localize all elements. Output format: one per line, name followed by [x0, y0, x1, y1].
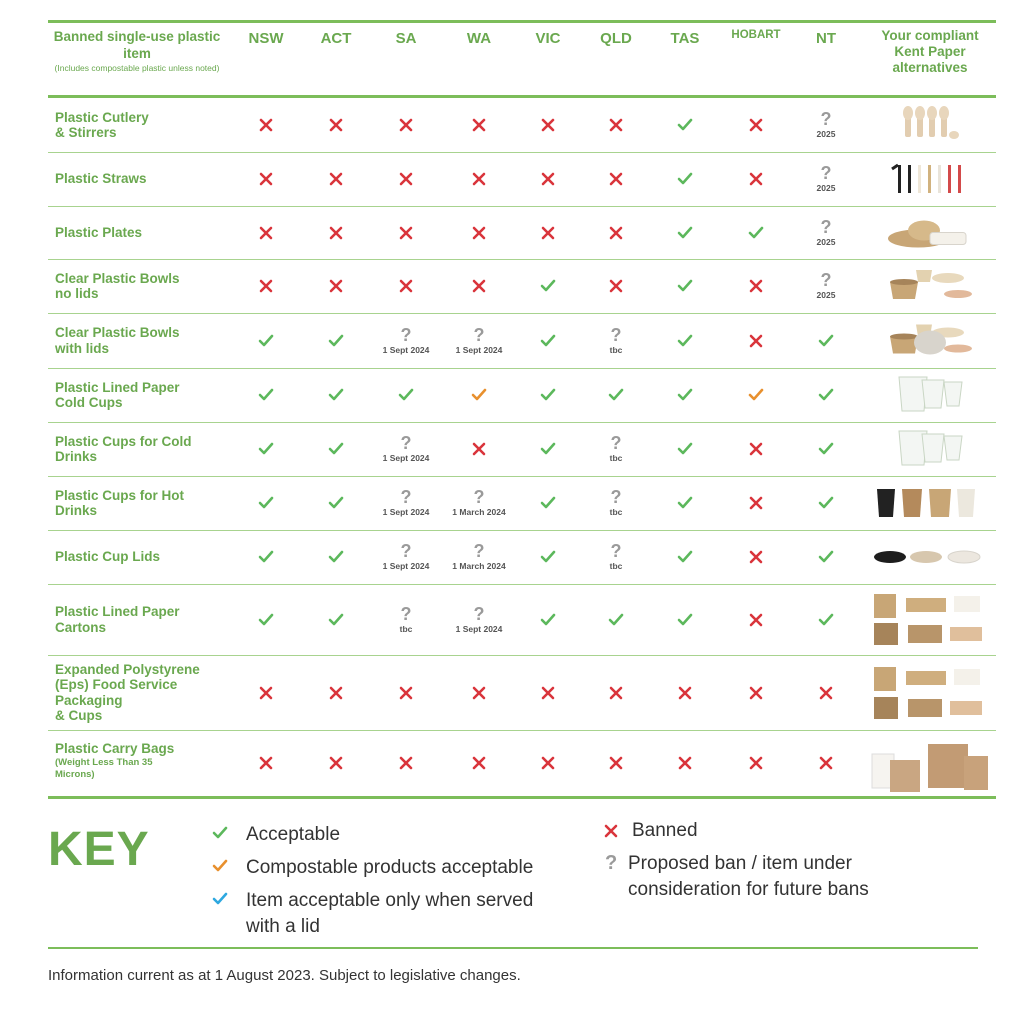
- proposed-date: 1 Sept 2024: [382, 344, 430, 355]
- banned-cross-icon: [748, 550, 764, 564]
- banned-cross-icon: [471, 226, 487, 240]
- banned-cross-icon: [540, 226, 556, 240]
- acceptable-check-icon: [328, 442, 344, 456]
- key-proposed-line2: consideration for future bans: [628, 879, 869, 900]
- banned-cross-icon: [608, 172, 624, 186]
- product-image-cold-cups: [868, 426, 992, 472]
- banned-cross-icon: [748, 172, 764, 186]
- banned-cross-icon: [608, 756, 624, 770]
- acceptable-check-icon: [818, 613, 834, 627]
- acceptable-check-icon: [540, 496, 556, 510]
- proposed-date: 1 Sept 2024: [382, 453, 430, 463]
- question-icon: ?: [820, 109, 832, 129]
- acceptable-check-icon: [540, 334, 556, 348]
- state-header-sa: SA: [395, 30, 417, 47]
- top-rule: [48, 20, 996, 23]
- banned-cross-icon: [748, 613, 764, 627]
- banned-cross-icon: [818, 686, 834, 700]
- product-image-cutlery: [868, 102, 992, 148]
- acceptable-check-icon: [258, 550, 274, 564]
- product-image-cold-cups: [868, 372, 992, 418]
- banned-cross-icon: [748, 496, 764, 510]
- acceptable-check-icon: [677, 118, 693, 132]
- compostable-check-icon: [471, 388, 487, 402]
- row-label-line: Plastic Cutlery: [55, 109, 149, 125]
- acceptable-check-icon: [818, 550, 834, 564]
- status-cell-nt: [781, 110, 871, 139]
- banned-cross-icon: [471, 442, 487, 456]
- proposed-date: tbc: [399, 623, 413, 634]
- status-cell-nt: [781, 164, 871, 193]
- banned-cross-icon: [471, 172, 487, 186]
- key-acceptable: Acceptable: [246, 824, 341, 845]
- key-lid-line2: with a lid: [246, 916, 320, 937]
- acceptable-check-icon: [677, 226, 693, 240]
- key-lid: [246, 888, 533, 940]
- banned-cross-icon: [258, 756, 274, 770]
- state-header-act: ACT: [320, 30, 352, 47]
- banned-cross-icon: [608, 118, 624, 132]
- banned-cross-icon: [471, 756, 487, 770]
- state-header-nsw: NSW: [248, 30, 284, 47]
- banned-cross-icon: [328, 279, 344, 293]
- row-label-line: Drinks: [55, 503, 98, 518]
- acceptable-check-icon: [540, 613, 556, 627]
- proposed-date: tbc: [609, 453, 623, 463]
- acceptable-check-icon: [608, 388, 624, 402]
- lid-check-icon: [212, 892, 228, 906]
- row-label-line: & Cups: [55, 708, 103, 723]
- banned-cross-icon: [540, 118, 556, 132]
- product-image-straws: [868, 156, 992, 202]
- banned-cross-icon: [748, 442, 764, 456]
- key-compostable: Compostable products acceptable: [246, 857, 534, 878]
- question-icon: ?: [473, 603, 485, 624]
- acceptable-check-icon: [328, 496, 344, 510]
- header-rule: [48, 95, 996, 98]
- status-cell-nt: [781, 613, 871, 627]
- row-label-line: Plastic Straws: [55, 171, 147, 187]
- banned-cross-icon: [398, 756, 414, 770]
- row-divider: [48, 730, 996, 731]
- row-label-note: (Weight Less Than 35 Microns): [55, 756, 153, 780]
- row-label-line: Plastic Cups for Hot: [55, 487, 185, 503]
- product-image-bowls-lids: [868, 317, 992, 364]
- key-bottom-rule: [48, 947, 978, 949]
- acceptable-check-icon: [818, 388, 834, 402]
- row-label-line: Plastic Lined Paper: [55, 379, 180, 395]
- proposed-date: 1 Sept 2024: [455, 344, 503, 355]
- question-icon: ?: [820, 216, 832, 237]
- question-icon: ?: [400, 487, 412, 507]
- banned-cross-icon: [604, 824, 618, 838]
- status-cell-nt: [781, 550, 871, 564]
- item-column-title: Banned single-use plastic item: [53, 29, 221, 61]
- banned-cross-icon: [258, 686, 274, 700]
- proposed-date: 1 Sept 2024: [382, 561, 430, 571]
- acceptable-check-icon: [258, 388, 274, 402]
- banned-cross-icon: [677, 756, 693, 770]
- state-header-wa: WA: [466, 30, 492, 47]
- acceptable-check-icon: [677, 442, 693, 456]
- acceptable-check-icon: [748, 226, 764, 240]
- question-icon: ?: [400, 324, 412, 345]
- banned-cross-icon: [748, 756, 764, 770]
- row-divider: [48, 259, 996, 260]
- banned-cross-icon: [398, 279, 414, 293]
- acceptable-check-icon: [328, 613, 344, 627]
- product-image-hot-cups: [868, 480, 992, 526]
- key-proposed: [628, 851, 869, 903]
- banned-cross-icon: [258, 172, 274, 186]
- acceptable-check-icon: [540, 442, 556, 456]
- question-icon: ?: [605, 852, 618, 874]
- item-column-note: (Includes compostable plastic unless noted): [54, 63, 220, 73]
- question-icon: ?: [473, 541, 485, 561]
- state-header-hobart: HOBART: [731, 29, 781, 41]
- row-label-line: no lids: [55, 286, 99, 301]
- row-divider: [48, 422, 996, 423]
- footer-note: Information current as at 1 August 2023. Subject to legislative changes.: [48, 967, 521, 984]
- row-label-line: & Stirrers: [55, 125, 117, 140]
- row-label-line: Plastic Plates: [55, 224, 143, 240]
- status-cell-nt: [781, 218, 871, 247]
- status-cell-nt: [781, 334, 871, 348]
- banned-cross-icon: [540, 756, 556, 770]
- state-header-nt: NT: [816, 30, 836, 47]
- row-label-line: Clear Plastic Bowls: [55, 270, 180, 286]
- banned-cross-icon: [398, 686, 414, 700]
- banned-cross-icon: [398, 172, 414, 186]
- banned-cross-icon: [608, 686, 624, 700]
- question-icon: ?: [610, 541, 622, 561]
- compostable-check-icon: [748, 388, 764, 402]
- acceptable-check-icon: [540, 550, 556, 564]
- acceptable-check-icon: [677, 496, 693, 510]
- banned-cross-icon: [748, 279, 764, 293]
- question-icon: ?: [473, 487, 485, 507]
- acceptable-check-icon: [540, 279, 556, 293]
- proposed-date: 1 Sept 2024: [455, 623, 503, 634]
- proposed-date: tbc: [609, 561, 623, 571]
- row-label-line: Plastic Lined Paper: [55, 604, 180, 619]
- item-column-header: [52, 28, 222, 74]
- acceptable-check-icon: [677, 613, 693, 627]
- row-divider: [48, 206, 996, 207]
- banned-cross-icon: [258, 118, 274, 132]
- row-label-line: Plastic Cup Lids: [55, 549, 161, 565]
- question-icon: ?: [473, 324, 485, 345]
- proposed-date: tbc: [609, 344, 623, 355]
- banned-cross-icon: [328, 172, 344, 186]
- row-label-line: Packaging: [55, 692, 123, 708]
- row-label-line: Clear Plastic Bowls: [55, 325, 180, 340]
- banned-cross-icon: [608, 226, 624, 240]
- row-label-line: Drinks: [55, 449, 98, 464]
- status-cell-nt: [781, 388, 871, 402]
- banned-cross-icon: [258, 279, 274, 293]
- status-cell-nt: [781, 442, 871, 456]
- product-image-lids: [868, 534, 992, 580]
- proposed-date: 2025: [816, 183, 836, 193]
- row-divider: [48, 368, 996, 369]
- row-label-line: Cartons: [55, 619, 107, 635]
- row-label-line: Plastic Carry Bags: [55, 741, 175, 757]
- acceptable-check-icon: [608, 613, 624, 627]
- banned-cross-icon: [328, 226, 344, 240]
- banned-cross-icon: [398, 226, 414, 240]
- row-label-line: with lids: [55, 340, 109, 356]
- row-divider: [48, 584, 996, 585]
- product-image-eps: [868, 661, 992, 725]
- row-divider: [48, 313, 996, 314]
- acceptable-check-icon: [677, 334, 693, 348]
- question-icon: ?: [820, 163, 832, 183]
- banned-cross-icon: [608, 279, 624, 293]
- banned-cross-icon: [328, 756, 344, 770]
- acceptable-check-icon: [328, 388, 344, 402]
- proposed-date: 2025: [816, 129, 836, 139]
- banned-cross-icon: [328, 686, 344, 700]
- acceptable-check-icon: [677, 279, 693, 293]
- row-label-line: Cold Cups: [55, 395, 123, 410]
- acceptable-check-icon: [818, 496, 834, 510]
- question-icon: ?: [400, 433, 412, 453]
- key-title: KEY: [48, 823, 150, 876]
- acceptable-check-icon: [818, 334, 834, 348]
- row-divider: [48, 655, 996, 656]
- row-label-line: Expanded Polystyrene: [55, 661, 200, 677]
- banned-cross-icon: [540, 686, 556, 700]
- banned-cross-icon: [748, 686, 764, 700]
- status-cell-nt: [781, 756, 871, 770]
- acceptable-check-icon: [212, 826, 228, 840]
- banned-cross-icon: [677, 686, 693, 700]
- question-icon: ?: [400, 603, 412, 624]
- proposed-date: tbc: [609, 507, 623, 517]
- banned-cross-icon: [328, 118, 344, 132]
- acceptable-check-icon: [677, 172, 693, 186]
- proposed-date: 1 March 2024: [452, 561, 506, 571]
- banned-cross-icon: [471, 279, 487, 293]
- status-cell-nt: [781, 271, 871, 300]
- row-label-line: Plastic Cups for Cold: [55, 433, 192, 449]
- banned-cross-icon: [471, 686, 487, 700]
- state-header-tas: TAS: [670, 30, 700, 47]
- key-banned: Banned: [632, 820, 698, 841]
- question-icon: ?: [400, 541, 412, 561]
- table-bottom-rule: [48, 796, 996, 799]
- banned-cross-icon: [748, 118, 764, 132]
- question-icon: ?: [820, 270, 832, 290]
- status-cell-nt: [781, 686, 871, 700]
- product-image-cartons: [868, 588, 992, 651]
- acceptable-check-icon: [258, 496, 274, 510]
- acceptable-check-icon: [677, 550, 693, 564]
- acceptable-check-icon: [328, 550, 344, 564]
- proposed-date: 1 Sept 2024: [382, 507, 430, 517]
- compostable-check-icon: [212, 859, 228, 873]
- acceptable-check-icon: [258, 334, 274, 348]
- acceptable-check-icon: [540, 388, 556, 402]
- acceptable-check-icon: [328, 334, 344, 348]
- question-icon: ?: [610, 487, 622, 507]
- banned-cross-icon: [540, 172, 556, 186]
- acceptable-check-icon: [677, 388, 693, 402]
- row-divider: [48, 152, 996, 153]
- question-icon: ?: [610, 433, 622, 453]
- row-divider: [48, 530, 996, 531]
- row-label-line: (Eps) Food Service: [55, 677, 178, 692]
- state-header-vic: VIC: [535, 30, 561, 47]
- product-image-plates: [868, 210, 992, 255]
- state-header-qld: QLD: [600, 30, 632, 47]
- row-divider: [48, 476, 996, 477]
- banned-cross-icon: [471, 118, 487, 132]
- question-icon: ?: [610, 324, 622, 345]
- acceptable-check-icon: [818, 442, 834, 456]
- proposed-date: 1 March 2024: [452, 507, 506, 517]
- alternatives-column-header: Your compliant Kent Paper alternatives: [881, 28, 979, 75]
- proposed-date: 2025: [816, 290, 836, 300]
- banned-cross-icon: [258, 226, 274, 240]
- banned-cross-icon: [748, 334, 764, 348]
- proposed-date: 2025: [816, 236, 836, 247]
- product-image-bags: [868, 734, 992, 792]
- acceptable-check-icon: [258, 442, 274, 456]
- key-proposed-line1: Proposed ban / item under: [628, 853, 852, 874]
- acceptable-check-icon: [398, 388, 414, 402]
- banned-cross-icon: [818, 756, 834, 770]
- key-lid-line1: Item acceptable only when served: [246, 890, 534, 911]
- status-cell-nt: [781, 496, 871, 510]
- product-image-bowls: [868, 263, 992, 309]
- banned-cross-icon: [398, 118, 414, 132]
- acceptable-check-icon: [258, 613, 274, 627]
